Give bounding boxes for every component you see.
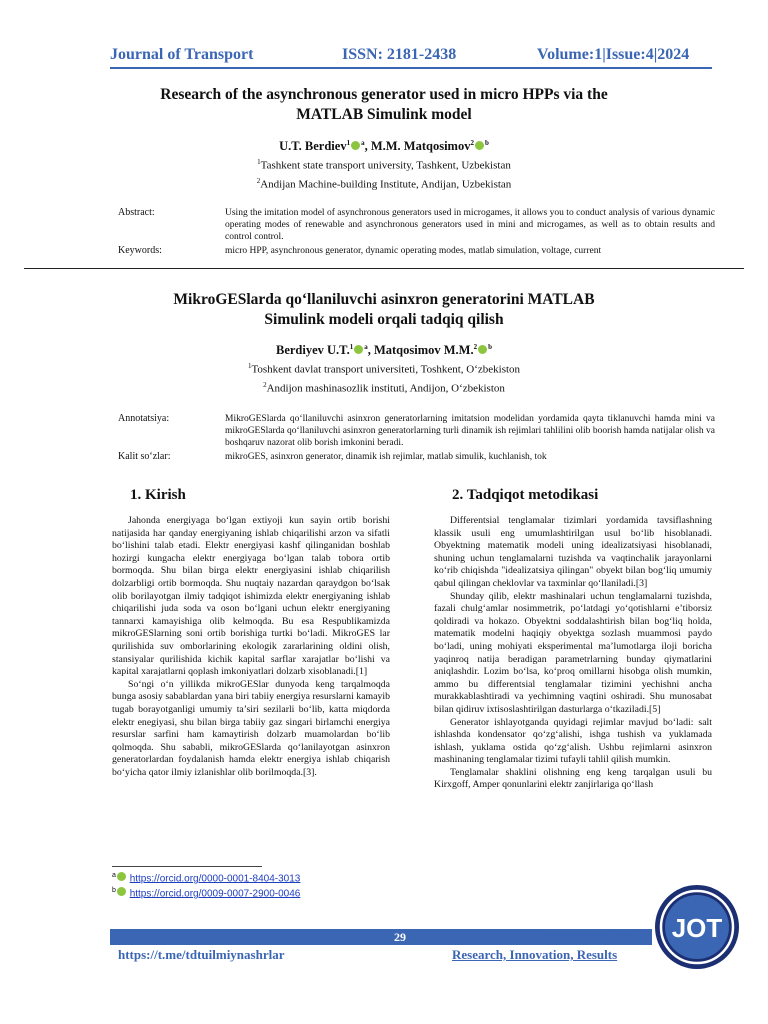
kalit-label: Kalit so‘zlar:	[118, 451, 171, 462]
keywords-label: Keywords:	[118, 245, 162, 256]
orcid-icon	[117, 887, 126, 896]
abstract-text: Using the imitation model of asynchronous generators used in microgames, it allows you to conduct analysis of various dynamic operating modes of renewable and asynchronous generators used in mini and microgames, as well as to obtain results and control control.	[225, 208, 715, 242]
page-number: 29	[394, 930, 406, 944]
kalit-text: mikroGES, asinxron generator, dinamik ish rejimlar, matlab simulik, kuchlanish, tok	[225, 452, 547, 462]
paragraph: Differentsial tenglamalar tizimlari yordamida tavsiflashning klassik usuli eng umumlashtirilgan usul bo‘lib hisoblanadi. Obyektning matematik modeli uning idealizatsiyasi hisoblanadi, shuning uchun tenglamalarni tuzishda va vaqtinchalik jarayonlarni ko‘rib chiqishda "idealizatsiya qilingan" obyekt bilan bog‘liq umumiy qabul qilingan cheklovlar va taxminlar qo‘llaniladi.[3]	[434, 515, 712, 589]
journal-slogan: Research, Innovation, Results	[452, 947, 618, 962]
orcid-icon[interactable]	[478, 345, 487, 354]
abstract-label: Abstract:	[118, 207, 155, 218]
right-column	[434, 515, 712, 792]
english-authors: U.T. Berdiev$^1$ $^a$, M.M. Matqosimov$^2$ $^b$	[279, 139, 489, 154]
orcid-link-b[interactable]: https://orcid.org/0009-0007-2900-0046	[129, 888, 301, 900]
section-2-heading: 2. Tadqiqot metodikasi	[452, 487, 599, 503]
footnote-rule	[112, 866, 262, 867]
uzbek-affiliations: $^1$Toshkent davlat transport universiteti, Toshkent, O‘zbekiston $^2$Andijon mashinasozlik instituti, Andijon, O‘zbekiston	[247, 362, 521, 395]
english-title	[120, 85, 648, 125]
journal-name: Journal of Transport	[110, 46, 254, 63]
header-rule	[110, 67, 712, 69]
issue-date: December, 2024	[542, 929, 630, 944]
english-title-line2: MATLAB Simulink model	[296, 106, 472, 123]
orcid-icon	[117, 872, 126, 881]
uzbek-title	[120, 290, 648, 330]
affiliation-1-uz: Toshkent davlat transport universiteti, Toshkent, O‘zbekiston	[251, 363, 521, 376]
keywords-text: micro HPP, asynchronous generator, dynamic operating modes, matlab simulation, voltage, current	[225, 246, 602, 256]
paragraph: Jahonda energiyaga bo‘lgan extiyoji kun sayin ortib borishi natijasida har qanday energiyaning ishlab chiqarilishi arzon va sifatli bo‘lishini talab etadi. Elektr energiyasi kashf qilinganidan boshlab hozirgi kungacha elektr energiyaga bo‘lgan talab tobora ortib bormoqda. Shu bilan birga elektr energiyasini ishlab chiqarilish dolzarbligi ortib bormoqda. Shu nuqtaiy nazardan qaraydgon bo‘lsak olib borilayotgan ilmiy tadqiqot ishimizda elektr energiyaning ishlab chiqarilishi juda soda va oson bo‘lgani uchun elektr energiyaning tannarxi kamayishiga olib kelmoqda. Bu esa Respublikamizda mikroGESlarning soni ortib borishiga turtki bo‘ladi. MikroGES lar qurilishida suv omborlarining ekologik zararlarining oldini olish, stansiyalar qurilishida kichik kapital sarflar xarajatlar bo‘lishi va kapital xarajatlarni qoplash imkoniyatlari dolzarb xisoblanadi.[1]	[112, 515, 390, 678]
affiliation-1: Tashkent state transport university, Tashkent, Uzbekistan	[260, 159, 511, 172]
paragraph: Generator ishlayotganda quyidagi rejimlar mavjud bo‘ladi: salt ishlashda kondensator qo‘zg‘alishi, ishga tushish va yuklamada ishlash, yuklama ostida qo‘zg‘alish. Ushbu rejimlarni asinxron mashinaning tenglamalar tizimi tufayli tahlil qilish mumkin.	[434, 716, 712, 766]
paragraph: So‘ngi o‘n yillikda mikroGESlar dunyoda keng tarqalmoqda bunga asosiy sabablardan yana biri tabiiy energiya resurslarni kamayib tugab borayotganligi umumiy ta’siri sezilarli bo‘lib, katta miqdorda elektr enegiyasi, shu bilan birga tabiiy gaz singari birlamchi energiya resurslar sarfini ham kamaytirish dolzarb muamolardan bo‘lib qolmoqda. Shu sababli, mikroGESlarda qo‘lanilayotgan asinxron generatorlardan foydalanish hamda elektr energiya ishlab chiqarish bo‘yicha qator ilmiy izlanishlar olib borilmoqda.[3].	[112, 678, 390, 778]
telegram-link[interactable]: https://t.me/tdtuilmiynashrlar	[118, 947, 285, 962]
paragraph: Tenglamalar shaklini olishning eng keng tarqalgan usuli bu Kirxgoff, Amper qonunlarini elektr zanjirlariga qo‘llash	[434, 766, 712, 791]
orcid-link-a[interactable]: https://orcid.org/0000-0001-8404-3013	[129, 873, 301, 885]
section-1-heading: 1. Kirish	[130, 487, 186, 503]
footnote-b: $^b$ https://orcid.org/0009-0007-2900-0046	[112, 887, 301, 900]
orcid-icon[interactable]	[475, 141, 484, 150]
english-affiliations: $^1$Tashkent state transport university, Tashkent, Uzbekistan $^2$Andijan Machine-building Institute, Andijan, Uzbekistan	[256, 158, 512, 191]
uzbek-authors: Berdiyev U.T.$^1$ $^a$, Matqosimov M.M.$^2$ $^b$	[275, 343, 492, 358]
uzbek-title-line2: Simulink modeli orqali tadqiq qilish	[264, 311, 504, 328]
orcid-icon[interactable]	[354, 345, 363, 354]
section-divider	[24, 268, 744, 269]
author1-name: U.T. Berdiev	[279, 139, 347, 154]
uzbek-title-line1: MikroGESlarda qo‘llaniluvchi asinxron generatorini MATLAB	[173, 291, 595, 308]
paragraph: Shunday qilib, elektr mashinalari uchun tenglamalarni tuzishda, fazali chulg‘amlar nosimmetrik, po‘latdagi yo‘qotishlarni e’tiborsiz qoldiradi va hokazo. Obyektni soddalashtirish bilan bog‘liq holda, matematik modelni haqiqiy obyektga sozlash muammosi paydo bo‘ladi, uning mohiyati eksperimental ma’lumotlarga iloji boricha yaqinroq natija beradigan parametrlarning bunday qiymatlarini aniqlashdir. Lozim bo‘lsa, ko‘proq omillarni hisobga olish mumkin, ammo bu differentsial tenglamalar tizimini yechishni ancha murakkablashtiradi va yechimning vaqtini oshiradi. Shu munosabat bilan qidiruv ixtisoslashtirilgan dasturlarga o‘tkaziladi.[5]	[434, 590, 712, 715]
author2-name: M.M. Matqosimov	[370, 139, 471, 154]
footnote-a: $^a$ https://orcid.org/0000-0001-8404-3013	[112, 872, 301, 885]
author1-name-uz: Berdiyev U.T.	[275, 343, 350, 358]
volume-issue: Volume:1|Issue:4|2024	[537, 46, 690, 63]
affiliation-2: Andijan Machine-building Institute, Andijan, Uzbekistan	[260, 178, 512, 191]
issn: ISSN: 2181-2438	[342, 46, 457, 63]
english-title-line1: Research of the asynchronous generator used in micro HPPs via the	[160, 86, 608, 103]
logo-text: JOT	[671, 913, 723, 943]
affiliation-2-uz: Andijon mashinasozlik instituti, Andijon, O‘zbekiston	[266, 382, 505, 395]
orcid-icon[interactable]	[351, 141, 360, 150]
journal-logo	[653, 883, 741, 971]
author2-name-uz: Matqosimov M.M.	[373, 343, 474, 358]
left-column	[112, 515, 390, 779]
annotatsiya-text: MikroGESlarda qo‘llaniluvchi asinxron generatorlarning imitatsion modelidan yordamida qayta tiklanuvchi hamda mini va mikroGESlarda qo‘llaniluvchi asinxron generatorlarning turli dinamik ish rejimlari tahlilini olib boorish hamda natijalar olish va boshqaruv nazorat olib borish imkonini beradi.	[225, 414, 715, 448]
annotatsiya-label: Annotatsiya:	[118, 413, 170, 424]
